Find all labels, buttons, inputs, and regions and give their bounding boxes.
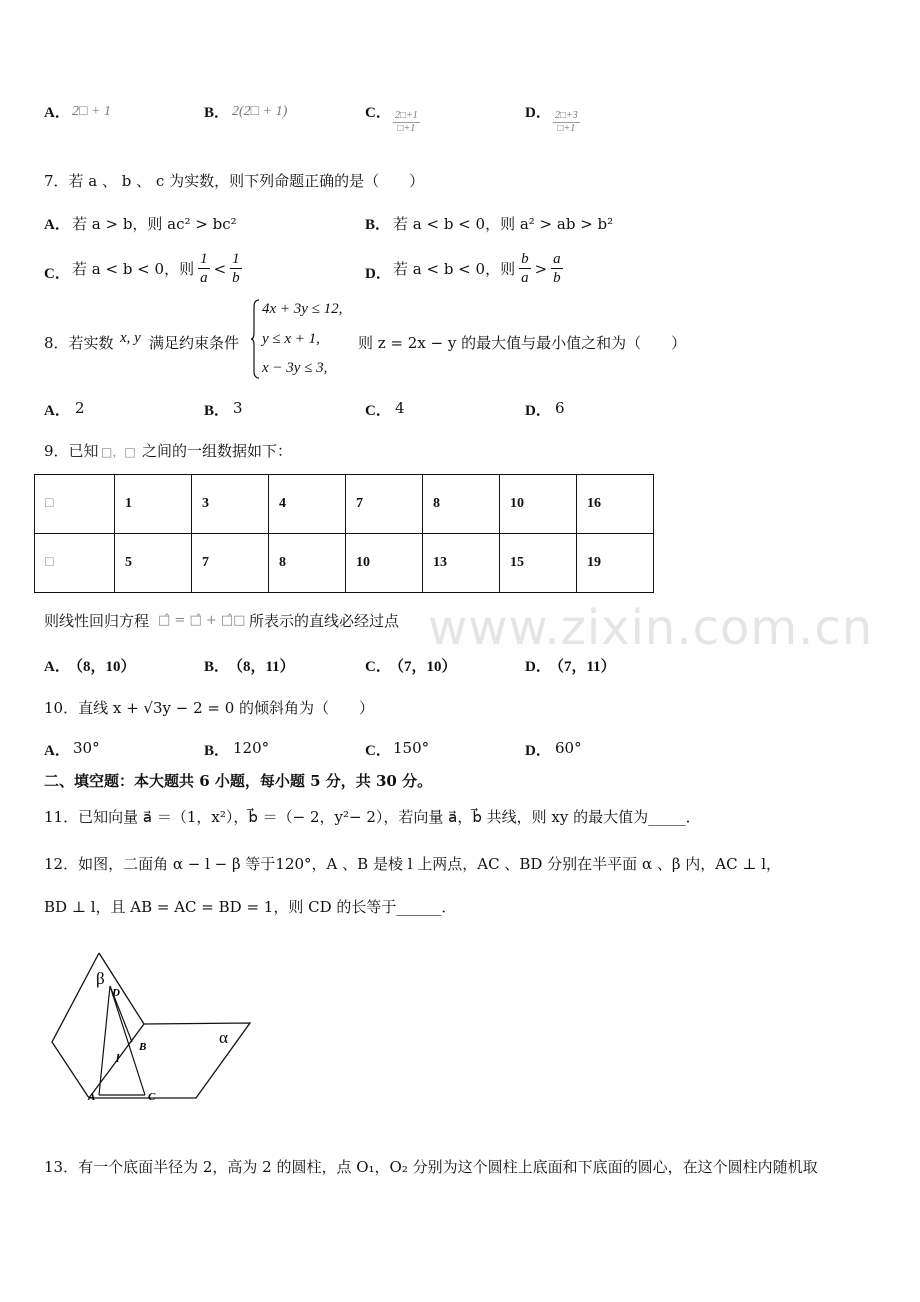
q10-stem: 10．直线 x + √3y − 2 = 0 的倾斜角为（ ）: [44, 699, 375, 717]
q7-c-right-den: b: [232, 270, 240, 286]
q9-row2-head: □: [35, 534, 115, 593]
q9-option-b-text: （8，11）: [228, 659, 295, 675]
q7-option-c-left-fraction: [198, 250, 210, 287]
q7-option-c-operator: <: [213, 259, 227, 278]
q7-option-a-text: 若 a > b，则 ac² > bc²: [72, 215, 237, 233]
q9-vars: □，□: [101, 445, 136, 459]
q11-text: 11．已知向量 a⃗ ＝（1，x²），b⃗ ＝（− 2，y²− 2），若向量 a⃗，b⃗ 共线，则 xy 的最大值为_____．: [44, 808, 701, 826]
q7-option-c-pre: 若 a < b < 0，则: [72, 260, 195, 278]
q9-stem-post: 之间的一组数据如下：: [142, 442, 293, 460]
q10-option-a-text: 30°: [73, 739, 100, 757]
q7-option-d-left-fraction: [519, 250, 531, 287]
q7-option-a-label: A．: [44, 217, 70, 233]
label-b: B: [139, 1041, 147, 1053]
q9-row2-cell: 5: [115, 534, 192, 593]
q7-option-d-operator: >: [534, 259, 548, 278]
table-row: [35, 475, 654, 534]
q8-option-c-text: 4: [395, 399, 405, 417]
q9-row1-head: □: [35, 475, 115, 534]
q6-option-b-expr: 2(2□ + 1): [232, 104, 288, 119]
q7-d-left-den: a: [521, 270, 529, 286]
q8-option-d-label: D．: [525, 403, 551, 419]
q9-row1-cell: 1: [115, 475, 192, 534]
q7-option-c-right-fraction: [230, 250, 242, 287]
q12-line-1: 12．如图，二面角 α − l − β 等于120°，A 、B 是棱 l 上两点，AC 、BD 分别在半平面 α 、β 内，AC ⊥ l，: [44, 855, 782, 873]
q6-option-d-den: □+1: [557, 123, 576, 134]
q10-option-b-text: 120°: [233, 739, 270, 757]
q7-c-left-den: a: [200, 270, 208, 286]
q6-option-a-label: A．: [44, 105, 70, 121]
q7-option-d-right-fraction: [551, 250, 563, 287]
q8-constraint-2: y ≤ x + 1,: [262, 331, 320, 347]
q10-option-b-label: B．: [204, 743, 230, 759]
q8-stem-pre: 8．若实数: [44, 334, 114, 352]
q10-option-c-label: C．: [365, 743, 391, 759]
q9-data-table: [34, 474, 654, 593]
q8-option-a-label: A．: [44, 403, 70, 419]
q9-option-d-label: D．: [525, 659, 551, 675]
q9-row1-cell: 3: [192, 475, 269, 534]
q9-row1-cell: 8: [423, 475, 500, 534]
q6-option-c-label: C．: [365, 105, 391, 121]
label-alpha: α: [219, 1028, 228, 1047]
q6-option-d-num: 2□+3: [555, 110, 578, 121]
q9-row1-cell: 4: [269, 475, 346, 534]
q9-option-a-text: （8，10）: [68, 659, 136, 675]
q10-option-d-label: D．: [525, 743, 551, 759]
label-beta: β: [96, 969, 105, 988]
q9-row2-cell: 19: [577, 534, 654, 593]
q8-constraint-1: 4x + 3y ≤ 12,: [262, 301, 343, 317]
q8-stem-mid: 满足约束条件: [149, 334, 240, 352]
q7-option-d-content: [393, 250, 563, 287]
table-row: [35, 534, 654, 593]
q8-option-a-text: 2: [75, 399, 85, 417]
q8-vars: x, y: [120, 330, 141, 346]
q7-option-c-content: [72, 250, 242, 287]
q10-option-d-text: 60°: [555, 739, 582, 757]
q10-option-a-label: A．: [44, 743, 70, 759]
q9-row2-cell: 10: [346, 534, 423, 593]
q9-regression-equation: □̂ = □̂ + □̂□: [158, 613, 246, 628]
segment-da: [99, 986, 110, 1095]
section-2-heading: 二、填空题：本大题共 6 小题，每小题 5 分，共 30 分。: [44, 772, 433, 790]
q9-follow-pre: 则线性回归方程: [44, 612, 150, 630]
q7-option-b-text: 若 a < b < 0，则 a² > ab > b²: [393, 215, 614, 233]
label-l: l: [116, 1051, 120, 1065]
q8-option-c-label: C．: [365, 403, 391, 419]
q8-option-b-label: B．: [204, 403, 230, 419]
q7-stem: 7．若 a 、 b 、 c 为实数，则下列命题正确的是（ ）: [44, 172, 425, 190]
q9-row2-cell: 7: [192, 534, 269, 593]
label-a: A: [88, 1091, 96, 1100]
q6-option-b-label: B．: [204, 105, 230, 121]
q6-option-a-expr: 2□ + 1: [72, 104, 111, 119]
q7-d-right-den: b: [553, 270, 561, 286]
q7-option-d-label: D．: [365, 266, 391, 282]
q12-line-2: BD ⊥ l，且 AB = AC = BD = 1，则 CD 的长等于______．: [44, 898, 457, 916]
q7-option-b-label: B．: [365, 217, 391, 233]
q10-option-c-text: 150°: [393, 739, 430, 757]
q9-row2-cell: 8: [269, 534, 346, 593]
q6-option-d-fraction: [553, 110, 580, 135]
q9-row2-cell: 13: [423, 534, 500, 593]
q8-constraint-brace: [250, 299, 260, 379]
q6-option-c-num: 2□+1: [395, 110, 418, 121]
q13-text: 13．有一个底面半径为 2，高为 2 的圆柱，点 O₁，O₂ 分别为这个圆柱上底面和下底面的圆心，在这个圆柱内随机取: [44, 1158, 818, 1176]
watermark: www.zixin.com.cn: [428, 600, 874, 656]
q9-row1-cell: 10: [500, 475, 577, 534]
q7-option-d-pre: 若 a < b < 0，则: [393, 260, 516, 278]
q8-constraint-3: x − 3y ≤ 3,: [262, 360, 328, 376]
q7-d-right-num: a: [553, 251, 561, 267]
q7-option-c-label: C．: [44, 266, 70, 282]
q8-option-d-text: 6: [555, 399, 565, 417]
q9-option-c-text: （7，10）: [389, 659, 457, 675]
label-d: D: [112, 987, 120, 999]
q7-c-left-num: 1: [200, 251, 208, 267]
q9-option-d-text: （7，11）: [549, 659, 616, 675]
q9-option-b-label: B．: [204, 659, 230, 675]
q9-row1-cell: 7: [346, 475, 423, 534]
q9-option-a-label: A．: [44, 659, 70, 675]
q7-c-right-num: 1: [232, 251, 240, 267]
q6-option-d-label: D．: [525, 105, 551, 121]
q8-stem-post: 则 z = 2x − y 的最大值与最小值之和为（ ）: [358, 334, 687, 352]
q9-follow-post: 所表示的直线必经过点: [249, 612, 400, 630]
q9-row1-cell: 16: [577, 475, 654, 534]
q9-row2-cell: 15: [500, 534, 577, 593]
q8-option-b-text: 3: [233, 399, 243, 417]
q7-d-left-num: b: [521, 251, 529, 267]
q12-dihedral-figure: [44, 950, 254, 1100]
q9-stem-pre: 9．已知: [44, 442, 99, 460]
q6-option-c-den: □+1: [397, 123, 416, 134]
q9-option-c-label: C．: [365, 659, 391, 675]
q6-option-c-fraction: [393, 110, 420, 135]
label-c: C: [148, 1091, 156, 1100]
